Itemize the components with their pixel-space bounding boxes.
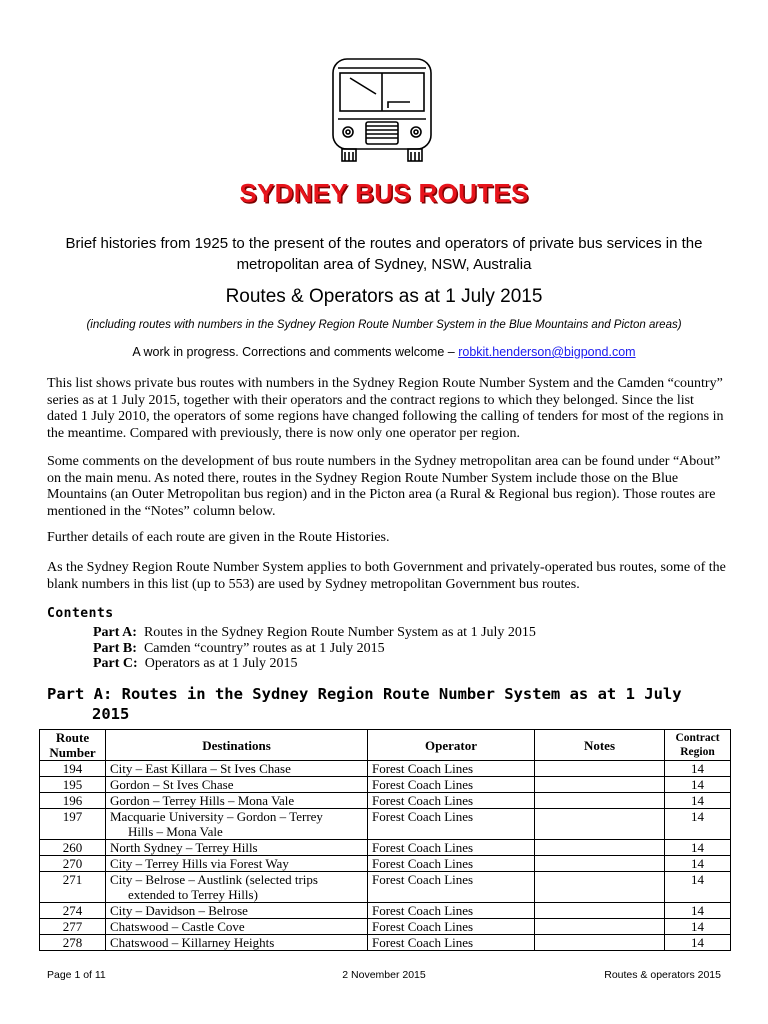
toc-item[interactable] bbox=[93, 625, 536, 641]
route-number-cell: 195 bbox=[40, 777, 106, 793]
notes-cell bbox=[535, 872, 665, 903]
intro-paragraph-2: Some comments on the development of bus route numbers in the Sydney metropolitan area can be found under “About” on the main menu. As noted there, routes in the Sydney Region Route Number System include those on the Blue Mountains (an Outer Metropolitan bus region) and in the Picton area (a Rural & Regional bus region). Those routes are mentioned in the “Notes” column below. bbox=[47, 454, 721, 519]
operator-cell: Forest Coach Lines bbox=[368, 793, 535, 809]
intro-paragraph-3: Further details of each route are given in the Route Histories. bbox=[47, 530, 390, 545]
destination-text: City – Terrey Hills via Forest Way bbox=[110, 856, 289, 871]
table-row bbox=[40, 809, 731, 840]
notes-cell bbox=[535, 919, 665, 935]
notes-cell bbox=[535, 761, 665, 777]
route-number-cell: 274 bbox=[40, 903, 106, 919]
operator-cell: Forest Coach Lines bbox=[368, 777, 535, 793]
toc-part-text: Routes in the Sydney Region Route Number System as at 1 July 2015 bbox=[143, 625, 536, 640]
route-number-cell: 194 bbox=[40, 761, 106, 777]
part-a-heading-line2: 2015 bbox=[92, 705, 130, 723]
destination-text: North Sydney – Terrey Hills bbox=[110, 840, 258, 855]
destination-cell bbox=[106, 935, 368, 951]
toc-part-text: Camden “country” routes as at 1 July 2015 bbox=[143, 641, 385, 656]
destination-continuation: Hills – Mona Vale bbox=[128, 824, 223, 839]
destination-cell bbox=[106, 856, 368, 872]
document-title: SYDNEY BUS ROUTES bbox=[239, 178, 529, 208]
toc-item[interactable] bbox=[93, 641, 385, 657]
table-row bbox=[40, 761, 731, 777]
table-row bbox=[40, 903, 731, 919]
header-operator: Operator bbox=[368, 730, 535, 761]
operator-cell: Forest Coach Lines bbox=[368, 935, 535, 951]
destination-continuation: extended to Terrey Hills) bbox=[128, 887, 258, 902]
contract-region-cell: 14 bbox=[665, 777, 731, 793]
destination-text: Chatswood – Killarney Heights bbox=[110, 935, 275, 950]
wip-text: A work in progress. Corrections and comments welcome – bbox=[132, 345, 455, 359]
notes-cell bbox=[535, 840, 665, 856]
contract-region-cell: 14 bbox=[665, 935, 731, 951]
contents-heading: Contents bbox=[47, 606, 114, 621]
scope-note: (including routes with numbers in the Sydney Region Route Number System in the Blue Mountains and Picton areas) bbox=[86, 319, 682, 331]
contract-region-cell: 14 bbox=[665, 761, 731, 777]
header-route-number: Route Number bbox=[40, 730, 106, 761]
footer-doc-name: Routes & operators 2015 bbox=[604, 969, 721, 981]
destination-cell bbox=[106, 872, 368, 903]
notes-cell bbox=[535, 903, 665, 919]
toc-part-label: Part B: bbox=[93, 641, 137, 656]
destination-cell bbox=[106, 840, 368, 856]
destination-text: City – Davidson – Belrose bbox=[110, 903, 248, 918]
table-row bbox=[40, 777, 731, 793]
header-destinations: Destinations bbox=[106, 730, 368, 761]
destination-text: Macquarie University – Gordon – Terrey bbox=[110, 809, 323, 824]
notes-cell bbox=[535, 809, 665, 840]
work-in-progress-note bbox=[0, 345, 768, 359]
operator-cell: Forest Coach Lines bbox=[368, 856, 535, 872]
notes-cell bbox=[535, 935, 665, 951]
notes-cell bbox=[535, 793, 665, 809]
operator-cell: Forest Coach Lines bbox=[368, 872, 535, 903]
route-number-cell: 196 bbox=[40, 793, 106, 809]
routes-table bbox=[39, 729, 731, 951]
section-heading: Routes & Operators as at 1 July 2015 bbox=[225, 286, 543, 307]
operator-cell: Forest Coach Lines bbox=[368, 809, 535, 840]
table-row bbox=[40, 793, 731, 809]
notes-cell bbox=[535, 777, 665, 793]
destination-text: City – East Killara – St Ives Chase bbox=[110, 761, 291, 776]
intro-paragraph-4: As the Sydney Region Route Number System applies to both Government and privately-operated bus routes, some of the blank numbers in this list (up to 553) are used by Sydney metropolitan Government bus routes. bbox=[47, 560, 726, 592]
email-link[interactable]: robkit.henderson@bigpond.com bbox=[458, 345, 636, 359]
contract-region-cell: 14 bbox=[665, 840, 731, 856]
route-number-cell: 278 bbox=[40, 935, 106, 951]
toc-item[interactable] bbox=[93, 656, 298, 672]
table-row bbox=[40, 840, 731, 856]
destination-text: Gordon – Terrey Hills – Mona Vale bbox=[110, 793, 295, 808]
intro-paragraph-1: This list shows private bus routes with numbers in the Sydney Region Route Number System and the Camden “country” series as at 1 July 2015, together with their operators and the contract regions to which they belonged. Since the list dated 1 July 2010, the operators of some regions have changed following the calling of tenders for most of the regions in the meantime. Compared with previously, there is now only one operator per region. bbox=[47, 376, 724, 441]
table-row bbox=[40, 872, 731, 903]
table-row bbox=[40, 856, 731, 872]
header-notes: Notes bbox=[535, 730, 665, 761]
route-number-cell: 197 bbox=[40, 809, 106, 840]
header-contract-region: Contract Region bbox=[665, 730, 731, 761]
operator-cell: Forest Coach Lines bbox=[368, 903, 535, 919]
table-row bbox=[40, 919, 731, 935]
operator-cell: Forest Coach Lines bbox=[368, 761, 535, 777]
part-a-heading bbox=[47, 684, 727, 724]
toc-part-label: Part A: bbox=[93, 625, 137, 640]
destination-cell bbox=[106, 777, 368, 793]
route-number-cell: 277 bbox=[40, 919, 106, 935]
toc-part-text: Operators as at 1 July 2015 bbox=[144, 656, 298, 671]
destination-cell bbox=[106, 903, 368, 919]
table-header-row bbox=[40, 730, 731, 761]
destination-text: City – Belrose – Austlink (selected trips bbox=[110, 872, 318, 887]
toc-part-label: Part C: bbox=[93, 656, 138, 671]
part-a-heading-line1: Part A: Routes in the Sydney Region Route Number System as at 1 July bbox=[47, 685, 682, 703]
route-number-cell: 271 bbox=[40, 872, 106, 903]
destination-cell bbox=[106, 761, 368, 777]
contract-region-cell: 14 bbox=[665, 793, 731, 809]
footer-page-number: Page 1 of 11 bbox=[47, 969, 106, 981]
route-number-cell: 260 bbox=[40, 840, 106, 856]
destination-text: Gordon – St Ives Chase bbox=[110, 777, 234, 792]
operator-cell: Forest Coach Lines bbox=[368, 919, 535, 935]
destination-cell bbox=[106, 793, 368, 809]
bus-logo-icon bbox=[328, 56, 436, 164]
table-row bbox=[40, 935, 731, 951]
operator-cell: Forest Coach Lines bbox=[368, 840, 535, 856]
contract-region-cell: 14 bbox=[665, 919, 731, 935]
notes-cell bbox=[535, 856, 665, 872]
contract-region-cell: 14 bbox=[665, 872, 731, 903]
contract-region-cell: 14 bbox=[665, 903, 731, 919]
footer-date: 2 November 2015 bbox=[342, 969, 426, 981]
contract-region-cell: 14 bbox=[665, 809, 731, 840]
destination-cell bbox=[106, 809, 368, 840]
contract-region-cell: 14 bbox=[665, 856, 731, 872]
route-number-cell: 270 bbox=[40, 856, 106, 872]
destination-text: Chatswood – Castle Cove bbox=[110, 919, 245, 934]
destination-cell bbox=[106, 919, 368, 935]
document-subtitle: Brief histories from 1925 to the present of the routes and operators of private bus services in the metropolitan area of Sydney, NSW, Australia bbox=[65, 235, 703, 273]
